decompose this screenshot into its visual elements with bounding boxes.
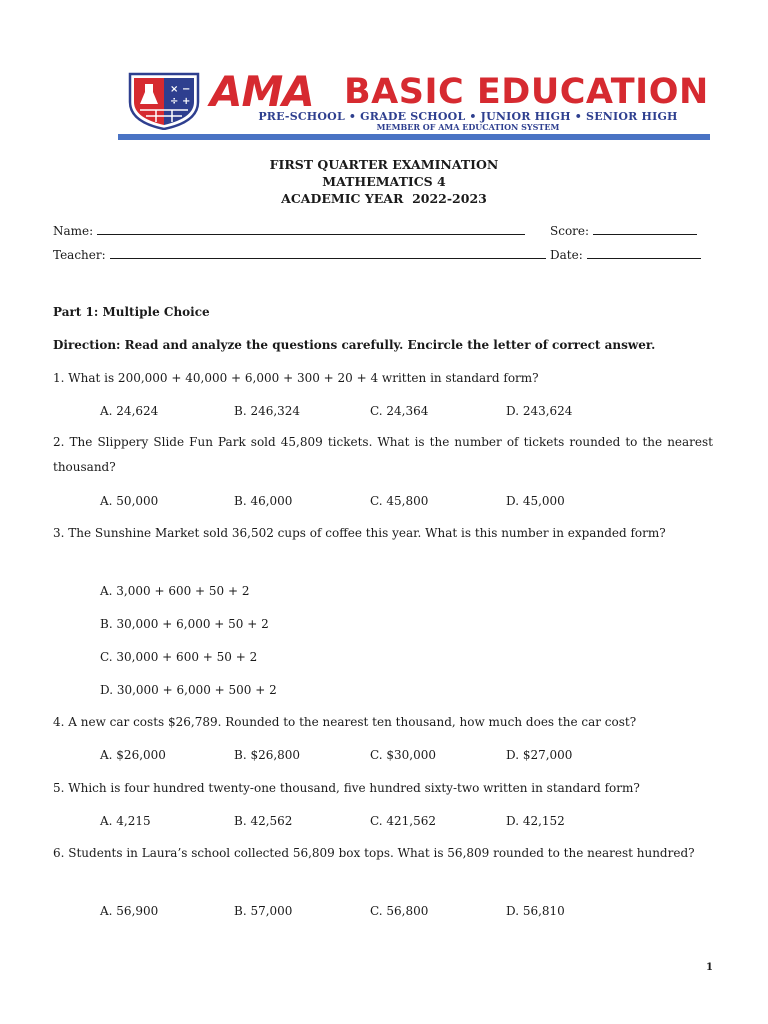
name-blank[interactable] [97,223,525,235]
svg-text:−: − [182,84,191,95]
score-blank[interactable] [593,223,697,235]
question-3: 3. The Sunshine Market sold 36,502 cups of coffee this year. What is this number in expanded form? [53,526,666,540]
question-6: 6. Students in Laura’s school collected 56,809 box tops. What is 56,809 rounded to the nearest hundred? [53,846,695,860]
q3-choice-a[interactable]: A. 3,000 + 600 + 50 + 2 [100,584,250,598]
teacher-field[interactable] [53,247,546,262]
school-crest-logo [126,72,202,130]
q3-choice-c[interactable]: C. 30,000 + 600 + 50 + 2 [100,650,258,664]
brand-ama: AMA [210,67,314,116]
member-line: MEMBER OF AMA EDUCATION SYSTEM [376,122,560,132]
q1-choice-d[interactable]: D. 243,624 [506,404,573,418]
svg-text:×: × [170,84,179,95]
header-divider [118,134,710,140]
q2-choice-c[interactable]: C. 45,800 [370,494,429,508]
q4-choice-b[interactable]: B. $26,800 [234,748,301,762]
name-field[interactable] [53,223,525,238]
q5-choice-d[interactable]: D. 42,152 [506,814,565,828]
teacher-label: Teacher: [53,248,106,262]
teacher-blank[interactable] [110,247,546,259]
exam-titles [0,156,768,207]
school-header [118,68,710,144]
q4-choice-c[interactable]: C. $30,000 [370,748,437,762]
q5-choice-a[interactable]: A. 4,215 [100,814,151,828]
question-1: 1. What is 200,000 + 40,000 + 6,000 + 300 + 20 + 4 written in standard form? [53,371,539,385]
q5-choice-c[interactable]: C. 421,562 [370,814,437,828]
name-label: Name: [53,224,94,238]
q3-choice-b[interactable]: B. 30,000 + 6,000 + 50 + 2 [100,617,269,631]
q2-choice-d[interactable]: D. 45,000 [506,494,565,508]
q2-choice-a[interactable]: A. 50,000 [100,494,159,508]
svg-text:÷: ÷ [170,96,179,107]
q1-choice-b[interactable]: B. 246,324 [234,404,301,418]
q6-choice-c[interactable]: C. 56,800 [370,904,429,918]
q3-choice-d[interactable]: D. 30,000 + 6,000 + 500 + 2 [100,683,277,697]
subject-title: MATHEMATICS 4 [322,174,446,189]
q2-choice-b[interactable]: B. 46,000 [234,494,293,508]
school-levels: PRE-SCHOOL • GRADE SCHOOL • JUNIOR HIGH • SENIOR HIGH [258,110,678,123]
q6-choice-b[interactable]: B. 57,000 [234,904,293,918]
score-label: Score: [550,224,590,238]
date-field[interactable] [550,247,701,262]
exam-title: FIRST QUARTER EXAMINATION [269,157,499,172]
q1-choice-c[interactable]: C. 24,364 [370,404,429,418]
date-blank[interactable] [587,247,701,259]
brand-basic-education: BASIC EDUCATION [344,72,709,112]
q4-choice-d[interactable]: D. $27,000 [506,748,573,762]
question-5: 5. Which is four hundred twenty-one thousand, five hundred sixty-two written in standard form? [53,781,640,795]
q6-choice-d[interactable]: D. 56,810 [506,904,565,918]
academic-year: ACADEMIC YEAR 2022-2023 [281,191,487,206]
question-4: 4. A new car costs $26,789. Rounded to the nearest ten thousand, how much does the car cost? [53,715,637,729]
q1-choice-a[interactable]: A. 24,624 [100,404,159,418]
question-2: 2. The Slippery Slide Fun Park sold 45,809 tickets. What is the number of tickets rounded to the nearest thousand? [53,435,713,474]
part-title: Part 1: Multiple Choice [53,305,210,319]
q4-choice-a[interactable]: A. $26,000 [100,748,166,762]
page-number: 1 [706,962,713,973]
date-label: Date: [550,248,583,262]
score-field[interactable] [550,223,697,238]
q5-choice-b[interactable]: B. 42,562 [234,814,293,828]
direction-text: Direction: Read and analyze the questions carefully. Encircle the letter of correct answer. [53,338,656,352]
q6-choice-a[interactable]: A. 56,900 [100,904,159,918]
svg-text:+: + [182,96,191,107]
